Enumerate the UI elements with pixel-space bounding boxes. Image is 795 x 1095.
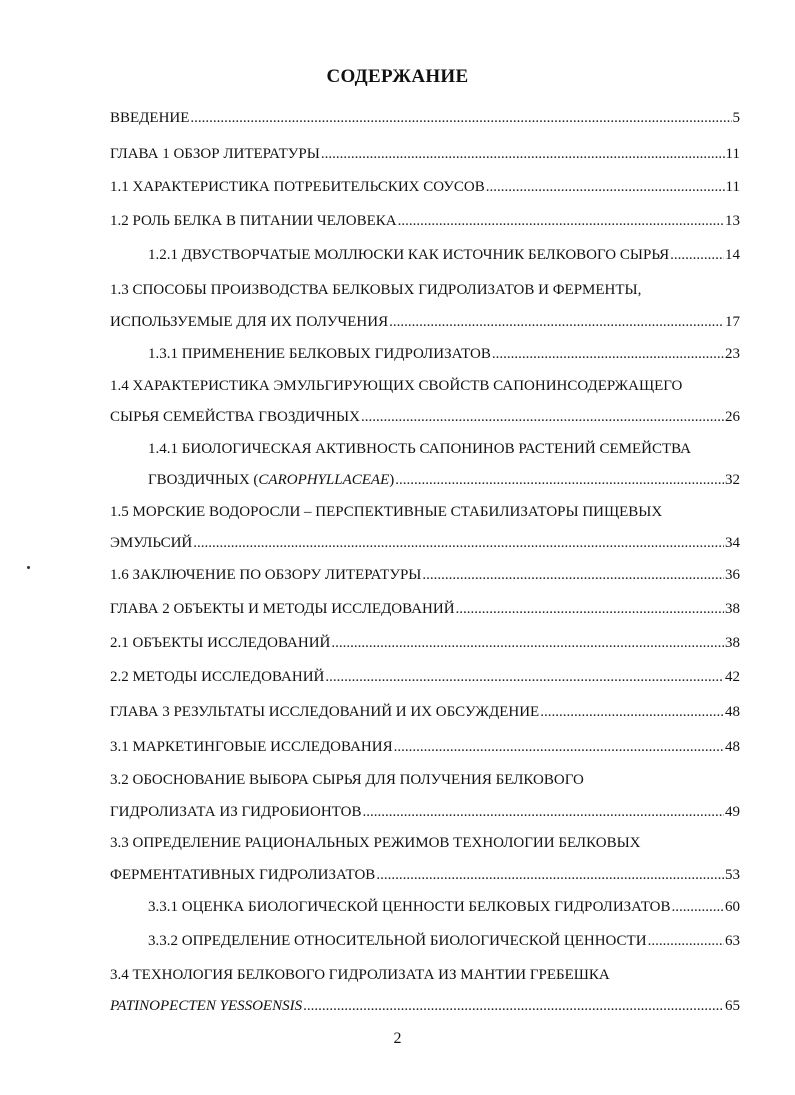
toc-entry-page: 11 — [725, 146, 740, 162]
toc-entry-title-line-1: 3.4 ТЕХНОЛОГИЯ БЕЛКОВОГО ГИДРОЛИЗАТА ИЗ МАНТИИ ГРЕБЕШКА — [110, 967, 610, 983]
toc-entry-1-2[interactable] — [110, 212, 740, 230]
toc-entry-title: 2.2 МЕТОДЫ ИССЛЕДОВАНИЙ — [110, 669, 325, 685]
toc-entry-title-line-1: 1.5 МОРСКИЕ ВОДОРОСЛИ – ПЕРСПЕКТИВНЫЕ СТАБИЛИЗАТОРЫ ПИЩЕВЫХ — [110, 504, 663, 520]
toc-entry-page: 38 — [725, 635, 740, 651]
toc-entry-page: 17 — [725, 314, 740, 330]
toc-entry-page: 23 — [725, 346, 740, 362]
toc-entry-page: 34 — [725, 535, 740, 551]
toc-entry-1-3-1[interactable] — [148, 345, 740, 363]
dot-leader — [303, 997, 724, 1015]
toc-entry-title: 3.1 МАРКЕТИНГОВЫЕ ИССЛЕДОВАНИЯ — [110, 739, 393, 755]
toc-entry-page: 32 — [725, 472, 740, 488]
toc-entry-title: ЭМУЛЬСИЙ — [110, 535, 193, 551]
dot-leader — [394, 738, 724, 756]
toc-entry-title: ГВОЗДИЧНЫХ (CAROPHYLLACEAE) — [148, 472, 395, 488]
toc-entry-3-3-1[interactable] — [148, 898, 740, 916]
toc-entry-page: 53 — [725, 867, 740, 883]
toc-entry-title: ВВЕДЕНИЕ — [110, 110, 190, 126]
toc-entry-3-3-2[interactable] — [148, 932, 740, 950]
toc-entry-chapter-1[interactable] — [110, 145, 740, 163]
toc-entry-3-3[interactable] — [110, 834, 740, 884]
toc-entry-page: 11 — [725, 179, 740, 195]
page-title: СОДЕРЖАНИЕ — [326, 66, 469, 87]
dot-leader — [193, 534, 724, 552]
toc-entry-title: PATINOPECTEN YESSOENSIS — [110, 998, 303, 1014]
toc-entry-title: 3.3.2 ОПРЕДЕЛЕНИЕ ОТНОСИТЕЛЬНОЙ БИОЛОГИЧЕСКОЙ ЦЕННОСТИ — [148, 933, 647, 949]
page-number: 2 — [393, 1030, 402, 1047]
toc-entry-1-4[interactable] — [110, 377, 740, 426]
toc-entry-title: 2.1 ОБЪЕКТЫ ИССЛЕДОВАНИЙ — [110, 635, 331, 651]
toc-entry-1-2-1[interactable] — [148, 246, 740, 264]
toc-entry-3-1[interactable] — [110, 738, 740, 756]
toc-entry-title: ГЛАВА 1 ОБЗОР ЛИТЕРАТУРЫ — [110, 146, 320, 162]
scan-speck — [27, 566, 30, 569]
toc-entry-title: 3.3.1 ОЦЕНКА БИОЛОГИЧЕСКОЙ ЦЕННОСТИ БЕЛКОВЫХ ГИДРОЛИЗАТОВ — [148, 899, 671, 915]
toc-entry-1-5[interactable] — [110, 503, 740, 552]
toc-entry-1-1[interactable] — [110, 178, 740, 196]
dot-leader — [398, 212, 724, 230]
toc-entry-title: ГИДРОЛИЗАТА ИЗ ГИДРОБИОНТОВ — [110, 804, 362, 820]
dot-leader — [389, 313, 724, 331]
toc-entry-title-line-1: 1.4 ХАРАКТЕРИСТИКА ЭМУЛЬГИРУЮЩИХ СВОЙСТВ САПОНИНСОДЕРЖАЩЕГО — [110, 378, 683, 394]
toc-entry-chapter-3[interactable] — [110, 703, 740, 721]
toc-entry-2-2[interactable] — [110, 668, 740, 686]
toc-entry-3-2[interactable] — [110, 771, 740, 821]
dot-leader — [325, 668, 724, 686]
toc-entry-title: 1.2 РОЛЬ БЕЛКА В ПИТАНИИ ЧЕЛОВЕКА — [110, 213, 397, 229]
toc-entry-title: СЫРЬЯ СЕМЕЙСТВА ГВОЗДИЧНЫХ — [110, 409, 360, 425]
toc-entry-3-4[interactable] — [110, 966, 740, 1015]
toc-entry-title: 1.3.1 ПРИМЕНЕНИЕ БЕЛКОВЫХ ГИДРОЛИЗАТОВ — [148, 346, 491, 362]
toc-entry-page: 48 — [725, 704, 740, 720]
dot-leader — [321, 145, 725, 163]
toc-entry-title: ИСПОЛЬЗУЕМЫЕ ДЛЯ ИХ ПОЛУЧЕНИЯ — [110, 314, 389, 330]
toc-entry-2-1[interactable] — [110, 634, 740, 652]
toc-entry-title: ГЛАВА 2 ОБЪЕКТЫ И МЕТОДЫ ИССЛЕДОВАНИЙ — [110, 601, 455, 617]
toc-entry-title: 1.6 ЗАКЛЮЧЕНИЕ ПО ОБЗОРУ ЛИТЕРАТУРЫ — [110, 567, 422, 583]
toc-entry-title-line-1: 1.4.1 БИОЛОГИЧЕСКАЯ АКТИВНОСТЬ САПОНИНОВ РАСТЕНИЙ СЕМЕЙСТВА — [148, 441, 692, 457]
toc-entry-introduction[interactable] — [110, 109, 740, 127]
toc-entry-title: 1.1 ХАРАКТЕРИСТИКА ПОТРЕБИТЕЛЬСКИХ СОУСОВ — [110, 179, 485, 195]
toc-entry-chapter-2[interactable] — [110, 600, 740, 618]
toc-entry-page: 65 — [725, 998, 740, 1014]
toc-entry-page: 49 — [725, 804, 740, 820]
dot-leader — [540, 703, 724, 721]
toc-entry-title-line-1: 3.3 ОПРЕДЕЛЕНИЕ РАЦИОНАЛЬНЫХ РЕЖИМОВ ТЕХНОЛОГИИ БЕЛКОВЫХ — [110, 835, 641, 851]
toc-entry-page: 60 — [725, 899, 740, 915]
dot-leader — [422, 566, 724, 584]
toc-entry-1-3[interactable] — [110, 281, 740, 331]
dot-leader — [376, 866, 724, 884]
toc-entry-title: ГЛАВА 3 РЕЗУЛЬТАТЫ ИССЛЕДОВАНИЙ И ИХ ОБСУЖДЕНИЕ — [110, 704, 540, 720]
dot-leader — [395, 471, 724, 489]
toc-entry-page: 38 — [725, 601, 740, 617]
dot-leader — [648, 932, 724, 950]
toc-entry-title-line-1: 1.3 СПОСОБЫ ПРОИЗВОДСТВА БЕЛКОВЫХ ГИДРОЛИЗАТОВ И ФЕРМЕНТЫ, — [110, 282, 642, 298]
toc-entry-page: 26 — [725, 409, 740, 425]
dot-leader — [190, 109, 731, 127]
dot-leader — [361, 408, 724, 426]
toc-entry-page: 14 — [725, 247, 740, 263]
dot-leader — [456, 600, 724, 618]
dot-leader — [486, 178, 725, 196]
dot-leader — [492, 345, 724, 363]
toc-entry-page: 63 — [725, 933, 740, 949]
toc-entry-page: 13 — [725, 213, 740, 229]
toc-entry-page: 36 — [725, 567, 740, 583]
toc-entry-title-line-1: 3.2 ОБОСНОВАНИЕ ВЫБОРА СЫРЬЯ ДЛЯ ПОЛУЧЕНИЯ БЕЛКОВОГО — [110, 772, 584, 788]
toc-entry-page: 42 — [725, 669, 740, 685]
toc-entry-title: ФЕРМЕНТАТИВНЫХ ГИДРОЛИЗАТОВ — [110, 867, 376, 883]
dot-leader — [670, 246, 724, 264]
toc-entry-page: 48 — [725, 739, 740, 755]
latin-family-name: CAROPHYLLACEAE — [258, 472, 390, 488]
dot-leader — [672, 898, 725, 916]
dot-leader — [362, 803, 724, 821]
toc-entry-1-6[interactable] — [110, 566, 740, 584]
dot-leader — [331, 634, 724, 652]
toc-entry-1-4-1[interactable] — [148, 440, 740, 489]
toc-entry-page: 5 — [732, 110, 740, 126]
toc-entry-title: 1.2.1 ДВУСТВОРЧАТЫЕ МОЛЛЮСКИ КАК ИСТОЧНИК БЕЛКОВОГО СЫРЬЯ — [148, 247, 670, 263]
